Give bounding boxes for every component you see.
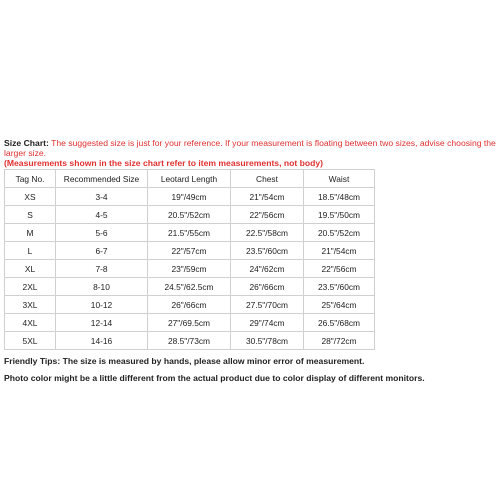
cell-chest: 29"/74cm bbox=[231, 314, 304, 332]
table-row bbox=[5, 206, 375, 224]
cell-chest: 30.5"/78cm bbox=[231, 332, 304, 350]
cell-waist: 25"/64cm bbox=[304, 296, 375, 314]
cell-recommended-size: 4-5 bbox=[56, 206, 148, 224]
cell-tag-no: L bbox=[5, 242, 56, 260]
cell-tag-no: XS bbox=[5, 188, 56, 206]
table-row bbox=[5, 314, 375, 332]
table-row bbox=[5, 296, 375, 314]
cell-waist: 23.5"/60cm bbox=[304, 278, 375, 296]
cell-leotard-length: 21.5"/55cm bbox=[148, 224, 231, 242]
header-chest: Chest bbox=[231, 170, 304, 188]
size-chart-advice: The suggested size is just for your reference. If your measurement is floating between two sizes, advise choosing the larger size. bbox=[4, 138, 496, 158]
cell-tag-no: M bbox=[5, 224, 56, 242]
cell-tag-no: 2XL bbox=[5, 278, 56, 296]
table-header-row bbox=[5, 170, 375, 188]
header-waist: Waist bbox=[304, 170, 375, 188]
cell-leotard-length: 20.5"/52cm bbox=[148, 206, 231, 224]
size-table-body bbox=[5, 188, 375, 350]
cell-leotard-length: 19"/49cm bbox=[148, 188, 231, 206]
cell-chest: 22.5"/58cm bbox=[231, 224, 304, 242]
cell-tag-no: 4XL bbox=[5, 314, 56, 332]
cell-leotard-length: 23"/59cm bbox=[148, 260, 231, 278]
size-chart-label: Size Chart: bbox=[4, 138, 49, 148]
cell-recommended-size: 8-10 bbox=[56, 278, 148, 296]
cell-waist: 22"/56cm bbox=[304, 260, 375, 278]
cell-recommended-size: 12-14 bbox=[56, 314, 148, 332]
cell-tag-no: 5XL bbox=[5, 332, 56, 350]
cell-chest: 26"/66cm bbox=[231, 278, 304, 296]
cell-waist: 28"/72cm bbox=[304, 332, 375, 350]
photo-color-note: Photo color might be a little different from the actual product due to color display of different monitors. bbox=[4, 373, 425, 383]
cell-tag-no: 3XL bbox=[5, 296, 56, 314]
size-table bbox=[4, 169, 375, 350]
cell-chest: 22"/56cm bbox=[231, 206, 304, 224]
cell-waist: 21"/54cm bbox=[304, 242, 375, 260]
cell-recommended-size: 5-6 bbox=[56, 224, 148, 242]
cell-waist: 26.5"/68cm bbox=[304, 314, 375, 332]
table-row bbox=[5, 242, 375, 260]
size-chart-intro bbox=[4, 138, 496, 158]
cell-chest: 21"/54cm bbox=[231, 188, 304, 206]
table-row bbox=[5, 224, 375, 242]
cell-leotard-length: 26"/66cm bbox=[148, 296, 231, 314]
cell-chest: 27.5"/70cm bbox=[231, 296, 304, 314]
table-row bbox=[5, 188, 375, 206]
cell-recommended-size: 14-16 bbox=[56, 332, 148, 350]
cell-leotard-length: 27"/69.5cm bbox=[148, 314, 231, 332]
header-tag-no: Tag No. bbox=[5, 170, 56, 188]
size-chart-document bbox=[4, 138, 496, 384]
cell-recommended-size: 7-8 bbox=[56, 260, 148, 278]
cell-recommended-size: 10-12 bbox=[56, 296, 148, 314]
measurement-note: (Measurements shown in the size chart refer to item measurements, not body) bbox=[4, 158, 323, 168]
cell-tag-no: S bbox=[5, 206, 56, 224]
cell-recommended-size: 6-7 bbox=[56, 242, 148, 260]
cell-waist: 18.5"/48cm bbox=[304, 188, 375, 206]
cell-chest: 23.5"/60cm bbox=[231, 242, 304, 260]
cell-leotard-length: 28.5"/73cm bbox=[148, 332, 231, 350]
cell-leotard-length: 24.5"/62.5cm bbox=[148, 278, 231, 296]
table-row bbox=[5, 332, 375, 350]
cell-leotard-length: 22"/57cm bbox=[148, 242, 231, 260]
table-row bbox=[5, 278, 375, 296]
header-leotard-length: Leotard Length bbox=[148, 170, 231, 188]
cell-waist: 20.5"/52cm bbox=[304, 224, 375, 242]
cell-chest: 24"/62cm bbox=[231, 260, 304, 278]
cell-recommended-size: 3-4 bbox=[56, 188, 148, 206]
table-row bbox=[5, 260, 375, 278]
cell-tag-no: XL bbox=[5, 260, 56, 278]
header-recommended-size: Recommended Size bbox=[56, 170, 148, 188]
cell-waist: 19.5"/50cm bbox=[304, 206, 375, 224]
friendly-tips: Friendly Tips: The size is measured by hands, please allow minor error of measurement. bbox=[4, 356, 365, 366]
